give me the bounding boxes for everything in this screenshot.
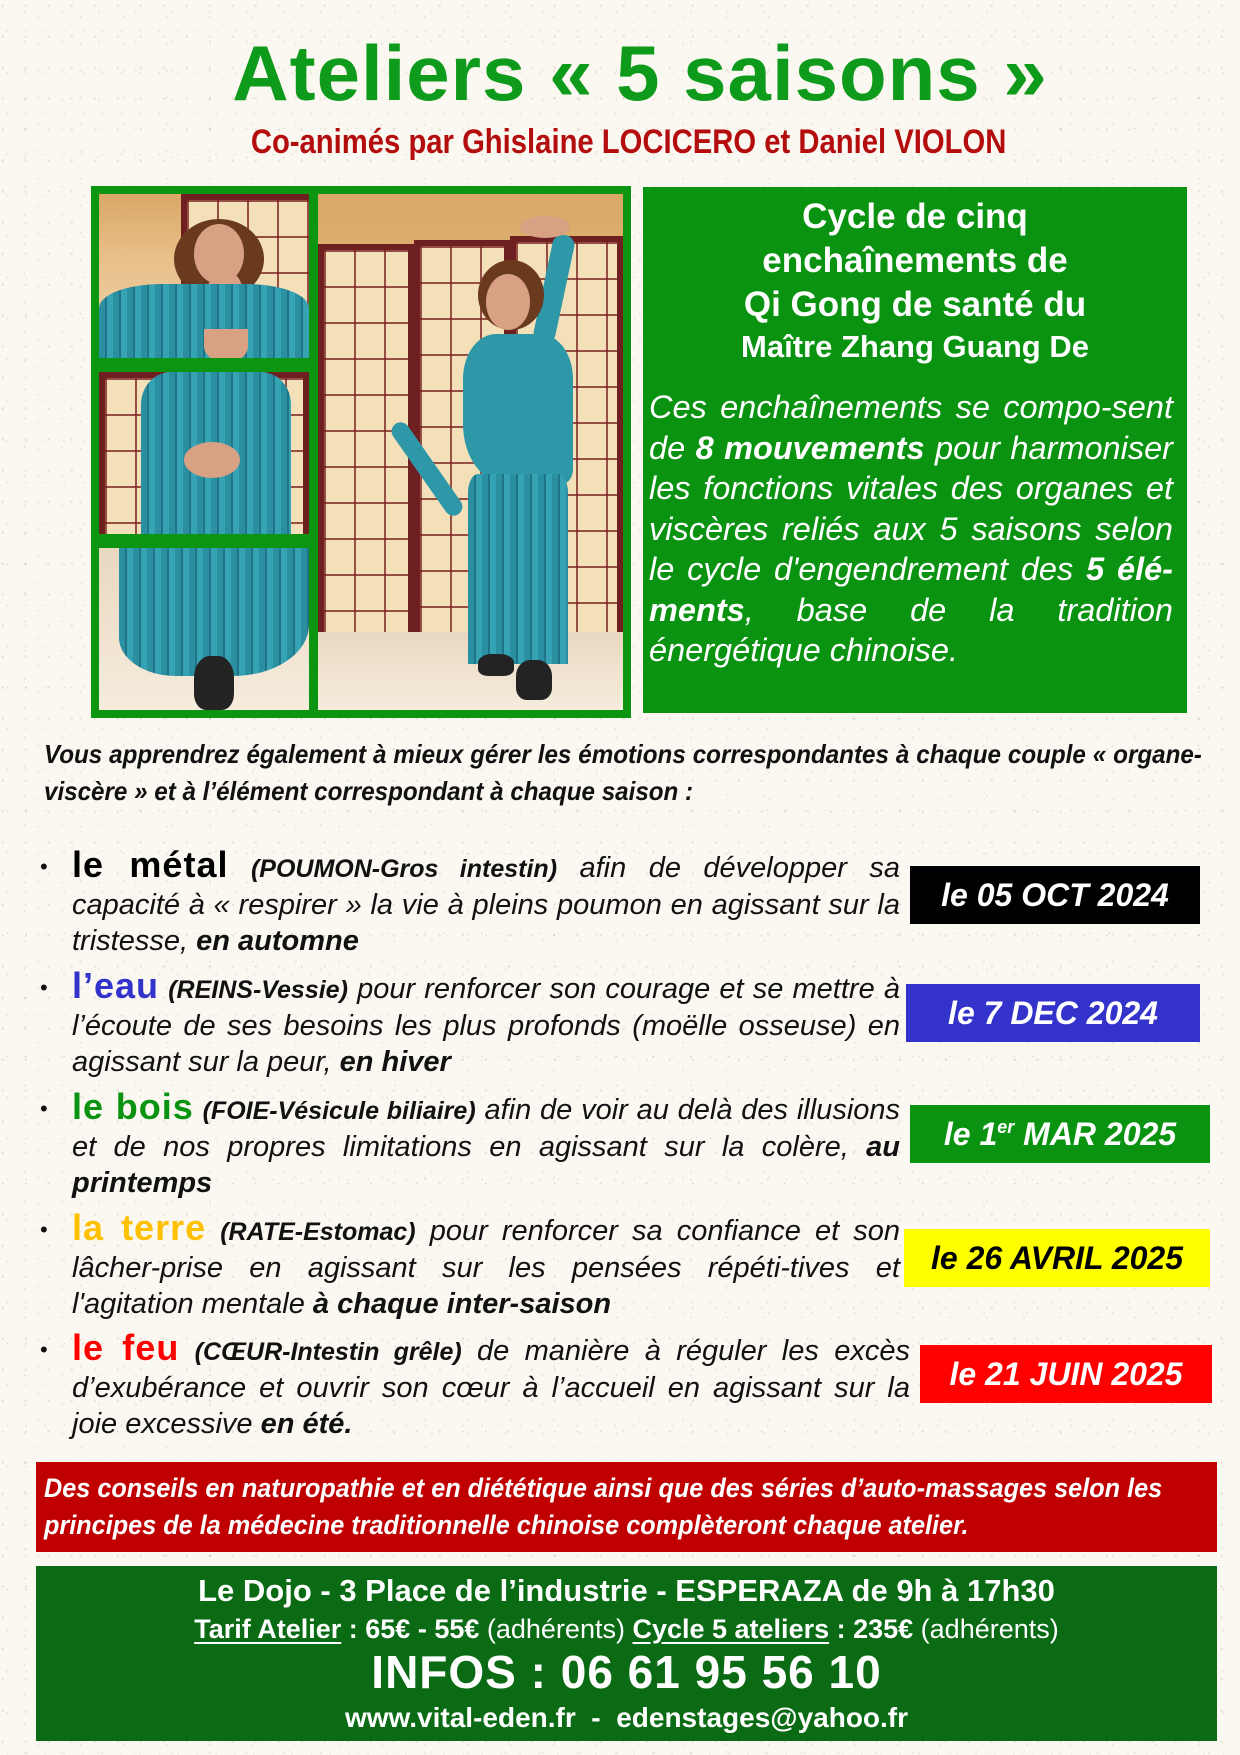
photo-neck-stretch bbox=[99, 194, 309, 358]
heading-line-3 bbox=[643, 283, 1187, 327]
element-description: de manière à réguler les excès d’exubérance et ouvrir son cœur à l’accueil en agissant sur la joie excessive bbox=[72, 1335, 910, 1440]
heading-line-2: enchaînements de bbox=[762, 241, 1068, 280]
intro-paragraph: Vous apprendrez également à mieux gérer les émotions correspondantes à chaque couple « organe-viscère » et à l’élément correspondant à chaque saison : bbox=[44, 739, 1202, 806]
element-season: en automne bbox=[196, 925, 359, 957]
contact-separator: - bbox=[575, 1702, 617, 1733]
description-highlight: 8 mouvements bbox=[695, 429, 925, 466]
date-badge-metal: le 05 OCT 2024 bbox=[910, 866, 1200, 924]
qigong-info-box bbox=[643, 187, 1187, 713]
photo-standing-pose bbox=[318, 194, 623, 710]
element-description: pour renforcer sa confiance et son lâcher-prise en agissant sur les pensées répéti-tives et l'agitation mentale bbox=[72, 1215, 901, 1320]
pricing-info bbox=[36, 1612, 1217, 1646]
element-item-fire bbox=[40, 1327, 910, 1442]
element-description: pour renforcer son courage et se mettre à l’écoute de ses besoins les plus profonds (moëlle osseuse) en agissant sur la peur, bbox=[72, 973, 900, 1078]
element-season: en hiver bbox=[339, 1046, 451, 1078]
description-part: Ces enchaînements se compo-sent de bbox=[649, 389, 1173, 466]
date-badge-earth: le 26 AVRIL 2025 bbox=[904, 1229, 1210, 1287]
bullet-icon: • bbox=[40, 1096, 48, 1121]
date-badge-water: le 7 DEC 2024 bbox=[906, 984, 1200, 1042]
phone-info: INFOS : 06 61 95 56 10 bbox=[371, 1646, 882, 1698]
element-organ: (FOIE-Vésicule biliaire) bbox=[202, 1097, 476, 1125]
element-name: le feu bbox=[72, 1327, 180, 1368]
cycle-note: (adhérents) bbox=[920, 1614, 1059, 1644]
qigong-description bbox=[649, 387, 1173, 671]
website-link[interactable]: www.vital-eden.fr bbox=[344, 1702, 576, 1733]
tarif-value: : 65€ - 55€ bbox=[341, 1614, 487, 1644]
description-part: pour harmoniser les fonctions vitales des organes et viscères reliés aux 5 saisons selon le cycle d'engendrement des bbox=[649, 429, 1173, 587]
description-part: , base de la tradition énergétique chinoise. bbox=[649, 591, 1173, 668]
qigong-heading bbox=[643, 195, 1187, 367]
venue-info: Le Dojo - 3 Place de l’industrie - ESPERAZA de 9h à 17h30 bbox=[198, 1573, 1055, 1608]
cycle-label: Cycle 5 ateliers bbox=[632, 1614, 830, 1644]
element-description: afin de développer sa capacité à « respirer » la vie à pleins poumon en agissant sur la tristesse, bbox=[72, 852, 901, 957]
tarif-label: Tarif Atelier bbox=[194, 1614, 342, 1644]
element-organ: (POUMON-Gros intestin) bbox=[250, 855, 558, 883]
heading-line-3-tail: du bbox=[1033, 285, 1087, 324]
photo-hands-on-belly bbox=[99, 372, 309, 534]
bullet-icon: • bbox=[40, 1217, 48, 1242]
element-season: en été. bbox=[260, 1408, 353, 1440]
photo-kneeling-feet bbox=[99, 548, 309, 710]
naturopathy-text: Des conseils en naturopathie et en diététique ainsi que des séries d’auto-massages selon les principes de la médecine traditionnelle chinoise complèteront chaque atelier. bbox=[44, 1473, 1163, 1540]
page-subtitle: Co-animés par Ghislaine LOCICERO et Daniel VIOLON bbox=[250, 123, 1007, 161]
naturopathy-banner bbox=[36, 1462, 1217, 1552]
tarif-note: (adhérents) bbox=[486, 1614, 625, 1644]
element-organ: (REINS-Vessie) bbox=[168, 976, 348, 1004]
page-title: Ateliers « 5 saisons » bbox=[232, 29, 1048, 117]
photo-collage bbox=[91, 186, 631, 718]
date-badge-wood: le 1er MAR 2025 bbox=[910, 1105, 1210, 1163]
element-item-water bbox=[40, 965, 900, 1080]
bullet-icon: • bbox=[40, 1337, 48, 1362]
element-item-wood bbox=[40, 1086, 901, 1201]
email-link[interactable]: edenstages@yahoo.fr bbox=[616, 1702, 909, 1733]
date-badge-fire: le 21 JUIN 2025 bbox=[920, 1345, 1212, 1403]
bullet-icon: • bbox=[40, 854, 48, 879]
element-organ: (RATE-Estomac) bbox=[220, 1218, 416, 1246]
element-item-earth bbox=[40, 1207, 901, 1322]
element-name: le métal bbox=[72, 844, 229, 885]
element-season: au printemps bbox=[72, 1131, 900, 1199]
cycle-value: : 235€ bbox=[829, 1614, 921, 1644]
element-name: l’eau bbox=[72, 965, 160, 1006]
qigong-name: Qi Gong de santé bbox=[743, 285, 1034, 324]
element-organ: (CŒUR-Intestin grêle) bbox=[194, 1338, 462, 1366]
element-name: le bois bbox=[72, 1086, 194, 1127]
contact-footer bbox=[36, 1566, 1217, 1741]
master-name: Maître Zhang Guang De bbox=[741, 329, 1089, 364]
description-highlight: 5 élé-ments bbox=[649, 551, 1173, 628]
element-season: à chaque inter-saison bbox=[312, 1288, 612, 1320]
element-item-metal bbox=[40, 844, 901, 959]
bullet-icon: • bbox=[40, 975, 48, 1000]
web-contact bbox=[36, 1700, 1217, 1736]
element-name: la terre bbox=[72, 1207, 207, 1248]
heading-line-1: Cycle de cinq bbox=[802, 197, 1028, 236]
element-description: afin de voir au delà des illusions et de nos propres limitations en agissant sur la colère, bbox=[72, 1094, 901, 1163]
